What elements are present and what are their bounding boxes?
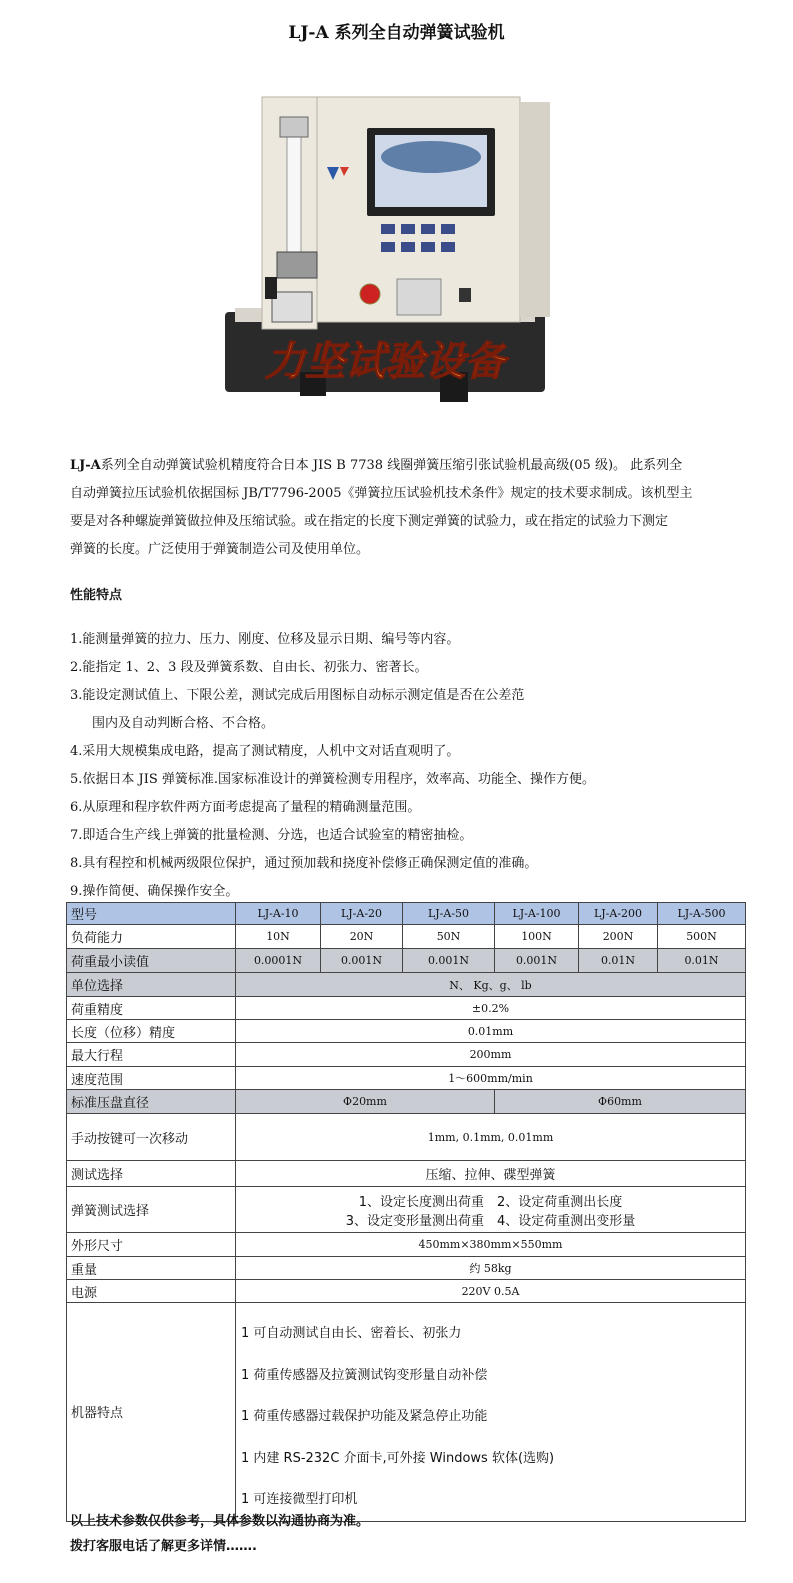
table-cell: 荷重精度 (67, 997, 236, 1020)
machine-feature-item: 1 可自动测试自由长、密着长、初张力 (241, 1326, 462, 1341)
table-cell: N、 Kg、g、 lb (236, 973, 746, 997)
table-cell: LJ-A-500 (658, 903, 746, 925)
table-cell: 长度（位移）精度 (67, 1020, 236, 1043)
table-cell (236, 1187, 746, 1233)
table-cell: LJ-A-100 (495, 903, 579, 925)
table-cell: 1～600mm/min (236, 1067, 746, 1090)
table-row (67, 1303, 746, 1522)
table-cell: 型号 (67, 903, 236, 925)
table-cell: 10N (236, 925, 321, 949)
spec-table (66, 902, 746, 1522)
table-cell: 手动按键可一次移动 (67, 1114, 236, 1161)
table-cell: 标准压盘直径 (67, 1090, 236, 1114)
banner-text: 力坚试验设备 (265, 338, 505, 385)
table-row (67, 1257, 746, 1280)
table-cell: 0.001N (321, 949, 403, 973)
intro-paragraph (70, 452, 730, 564)
table-cell: 200mm (236, 1043, 746, 1067)
table-row (67, 1043, 746, 1067)
spring-test-line-1: 1、设定长度测出荷重 2、设定荷重测出长度 (358, 1194, 623, 1210)
table-row (67, 1233, 746, 1257)
footer-note: 以上技术参数仅供参考，具体参数以沟通协商为准。 (70, 1514, 370, 1529)
table-row (67, 1161, 746, 1187)
feature-item: 围内及自动判断合格、不合格。 (92, 716, 275, 731)
table-cell: 0.001N (495, 949, 579, 973)
table-row (67, 1280, 746, 1303)
intro-line-4: 弹簧的长度。广泛使用于弹簧制造公司及使用单位。 (70, 542, 370, 557)
feature-item: 7.即适合生产线上弹簧的批量检测、分选，也适合试验室的精密抽检。 (70, 828, 473, 843)
table-cell: 重量 (67, 1257, 236, 1280)
machine-feature-item: 1 可连接微型打印机 (241, 1492, 358, 1507)
table-cell: 200N (579, 925, 658, 949)
feature-item: 9.操作简便、确保操作安全。 (70, 884, 239, 899)
table-row (67, 903, 746, 925)
table-cell: 电源 (67, 1280, 236, 1303)
table-row (67, 1090, 746, 1114)
machine-features-cell (236, 1303, 746, 1522)
feature-item: 5.依据日本 JIS 弹簧标准.国家标准设计的弹簧检测专用程序，效率高、功能全、操作方便。 (70, 772, 596, 787)
table-cell: 220V 0.5A (236, 1280, 746, 1303)
table-cell: 单位选择 (67, 973, 236, 997)
table-row (67, 1114, 746, 1161)
table-cell: 500N (658, 925, 746, 949)
table-cell: 100N (495, 925, 579, 949)
machine-feature-item: 1 荷重传感器及拉簧测试钩变形量自动补偿 (241, 1367, 488, 1383)
table-cell: LJ-A-10 (236, 903, 321, 925)
intro-line-3: 要是对各种螺旋弹簧做拉伸及压缩试验。或在指定的长度下测定弹簧的试验力，或在指定的试验力下测定 (70, 514, 669, 529)
table-row (67, 1187, 746, 1233)
table-row (67, 973, 746, 997)
table-cell: 速度范围 (67, 1067, 236, 1090)
feature-item: 2.能指定 1、2、3 段及弹簧系数、自由长、初张力、密著长。 (70, 660, 428, 675)
table-row (67, 949, 746, 973)
table-cell: 约 58kg (236, 1257, 746, 1280)
table-row (67, 925, 746, 949)
feature-item: 1.能测量弹簧的拉力、压力、刚度、位移及显示日期、编号等内容。 (70, 632, 460, 647)
printer (397, 279, 441, 315)
table-cell: 弹簧测试选择 (67, 1187, 236, 1233)
features-heading: 性能特点 (70, 588, 123, 603)
table-cell: Φ20mm (236, 1090, 495, 1114)
feature-item: 3.能设定测试值上、下限公差，测试完成后用图标自动标示测定值是否在公差范 (70, 688, 525, 703)
footer-contact: 拨打客服电话了解更多详情……. (70, 1539, 257, 1554)
product-image (215, 72, 555, 417)
table-cell: 压缩、拉伸、碟型弹簧 (236, 1161, 746, 1187)
table-cell: 外形尺寸 (67, 1233, 236, 1257)
table-cell: 荷重最小读值 (67, 949, 236, 973)
table-cell: Φ60mm (495, 1090, 746, 1114)
table-cell: 20N (321, 925, 403, 949)
table-row (67, 1067, 746, 1090)
intro-prefix: LJ-A (70, 458, 101, 473)
features-list (70, 628, 750, 908)
spring-test-line-2: 3、设定变形量测出荷重 4、设定荷重测出变形量 (345, 1213, 636, 1229)
machine-feature-item: 1 荷重传感器过载保护功能及紧急停止功能 (241, 1409, 488, 1424)
feature-item: 6.从原理和程序软件两方面考虑提高了量程的精确测量范围。 (70, 800, 421, 815)
table-cell: LJ-A-200 (579, 903, 658, 925)
machine-feature-item: 1 内建 RS-232C 介面卡,可外接 Windows 软体(选购) (241, 1450, 555, 1466)
emergency-stop (360, 284, 380, 304)
feature-item: 8.具有程控和机械两级限位保护，通过预加载和挠度补偿修正确保测定值的准确。 (70, 856, 538, 871)
table-cell: 1mm, 0.1mm, 0.01mm (236, 1114, 746, 1161)
table-cell: 50N (403, 925, 495, 949)
table-cell: LJ-A-20 (321, 903, 403, 925)
table-cell: 0.0001N (236, 949, 321, 973)
table-cell: 0.01N (579, 949, 658, 973)
table-row (67, 997, 746, 1020)
table-cell: ±0.2% (236, 997, 746, 1020)
table-cell: LJ-A-50 (403, 903, 495, 925)
table-cell: 0.01N (658, 949, 746, 973)
table-cell: 机器特点 (67, 1303, 236, 1522)
table-cell: 最大行程 (67, 1043, 236, 1067)
table-cell: 0.01mm (236, 1020, 746, 1043)
intro-line-2: 自动弹簧拉压试验机依据国标 JB/T7796-2005《弹簧拉压试验机技术条件》规定的技术要求制成。该机型主 (70, 486, 693, 501)
table-cell: 0.001N (403, 949, 495, 973)
intro-line-1: 系列全自动弹簧试验机精度符合日本 JIS B 7738 线圈弹簧压缩引张试验机最高级(05 级)。 此系列全 (100, 458, 683, 473)
table-cell: 450mm×380mm×550mm (236, 1233, 746, 1257)
table-cell: 测试选择 (67, 1161, 236, 1187)
table-cell: 负荷能力 (67, 925, 236, 949)
page-title: LJ-A 系列全自动弹簧试验机 (288, 23, 505, 43)
table-row (67, 1020, 746, 1043)
feature-item: 4.采用大规模集成电路，提高了测试精度，人机中文对话直观明了。 (70, 744, 460, 759)
